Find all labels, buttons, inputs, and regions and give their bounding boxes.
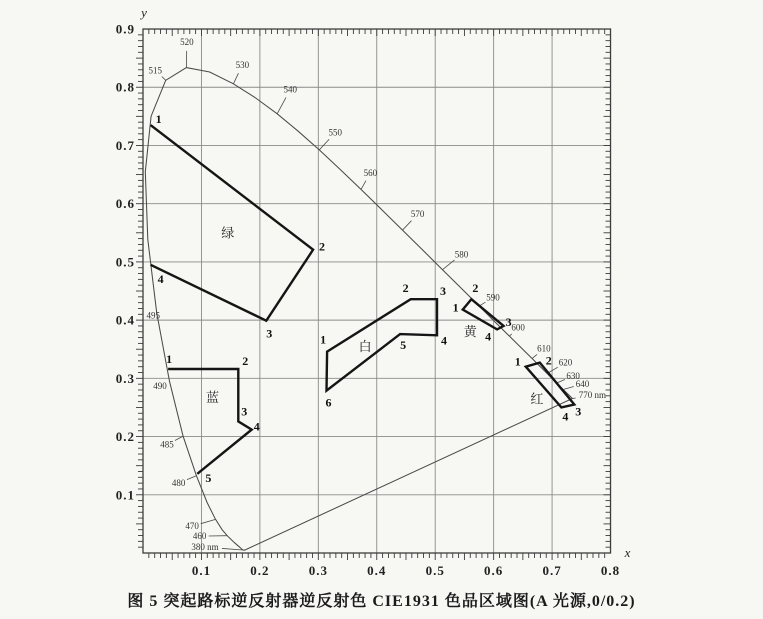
y-tick-label: 0.9: [115, 21, 135, 37]
region-blue-vertex-5: 5: [205, 470, 212, 485]
wavelength-leader-515: [162, 77, 166, 81]
y-tick-label: 0.7: [115, 137, 135, 153]
region-red-vertex-3: 3: [575, 404, 582, 419]
x-axis-title: x: [624, 545, 631, 560]
region-red-vertex-2: 2: [545, 353, 552, 368]
wavelength-leader-470: [201, 519, 216, 523]
wavelength-label-540: 540: [283, 84, 298, 95]
region-white-vertex-6: 6: [325, 395, 332, 410]
wavelength-label-630: 630: [566, 371, 580, 382]
wavelength-label-620: 620: [558, 357, 573, 368]
wavelength-label-380nm: 380 nm: [191, 542, 219, 553]
region-green-outline: [151, 125, 314, 321]
wavelength-label-580: 580: [454, 249, 469, 260]
wavelength-label-590: 590: [486, 292, 500, 303]
y-tick-label: 0.8: [115, 79, 135, 95]
wavelength-label-485: 485: [160, 439, 174, 450]
wavelength-label-610: 610: [537, 343, 551, 354]
figure-caption: 图 5 突起路标逆反射器逆反射色 CIE1931 色品区域图(A 光源,0/0.2): [127, 593, 636, 610]
x-tick-label: 0.5: [425, 563, 445, 578]
wavelength-label-490: 490: [153, 380, 167, 391]
region-blue-vertex-4: 4: [253, 419, 260, 434]
region-white-vertex-1: 1: [320, 332, 327, 347]
region-red-vertex-4: 4: [562, 409, 569, 424]
x-tick-label: 0.3: [308, 563, 328, 578]
wavelength-label-515: 515: [148, 65, 163, 76]
wavelength-label-570: 570: [410, 209, 425, 220]
x-tick-label: 0.6: [484, 563, 504, 578]
region-white-vertex-4: 4: [440, 333, 447, 348]
wavelength-label-460: 460: [192, 531, 207, 542]
region-white-outline: [327, 299, 438, 390]
x-tick-label: 0.2: [250, 563, 270, 578]
wavelength-leader-570: [403, 221, 412, 230]
wavelength-leader-580: [443, 260, 455, 270]
region-green-vertex-3: 3: [266, 326, 273, 341]
region-blue-outline: [168, 369, 252, 474]
region-green-vertex-2: 2: [319, 239, 326, 254]
wavelength-label-530: 530: [235, 60, 250, 71]
wavelength-leader-610: [532, 354, 537, 358]
region-green-vertex-1: 1: [155, 112, 162, 127]
x-tick-label: 0.7: [542, 563, 562, 578]
wavelength-label-640: 640: [575, 379, 590, 390]
wavelength-leader-630: [557, 380, 565, 383]
wavelength-label-770nm: 770 nm: [578, 390, 607, 401]
wavelength-label-550: 550: [328, 127, 343, 138]
region-red-vertex-1: 1: [514, 354, 521, 369]
wavelength-leader-600: [509, 334, 511, 336]
y-tick-label: 0.5: [115, 254, 135, 270]
wavelength-leader-640: [563, 387, 574, 390]
region-blue-vertex-2: 2: [242, 354, 249, 369]
region-yellow-vertex-3: 3: [505, 314, 512, 329]
wavelength-label-600: 600: [511, 322, 525, 333]
wavelength-leader-480: [187, 476, 196, 480]
y-tick-label: 0.1: [115, 487, 135, 503]
y-tick-label: 0.2: [115, 429, 135, 445]
wavelength-label-520: 520: [180, 36, 194, 47]
wavelength-leader-540: [277, 97, 286, 113]
x-tick-labels: [192, 563, 620, 578]
x-tick-label: 0.8: [600, 563, 621, 578]
region-yellow-vertex-1: 1: [452, 300, 459, 315]
region-white-vertex-5: 5: [400, 338, 407, 353]
wavelength-label-560: 560: [363, 167, 378, 178]
region-blue-vertex-3: 3: [241, 404, 248, 419]
region-green-name: 绿: [221, 225, 235, 241]
wavelength-leader-530: [233, 73, 238, 84]
region-blue-vertex-1: 1: [166, 352, 173, 367]
wavelength-label-480: 480: [171, 478, 186, 489]
x-tick-label: 0.1: [191, 563, 212, 578]
wavelength-leader-770nm: [572, 398, 575, 399]
y-tick-label: 0.3: [115, 370, 135, 386]
region-yellow-vertex-2: 2: [472, 281, 479, 296]
region-green-vertex-4: 4: [157, 271, 164, 286]
region-blue-name: 蓝: [206, 390, 220, 406]
grid-lines: [143, 29, 611, 553]
y-tick-label: 0.6: [115, 196, 135, 212]
wavelength-leader-560: [361, 181, 366, 190]
region-yellow-vertex-4: 4: [485, 329, 492, 344]
region-white-vertex-2: 2: [402, 281, 409, 296]
region-white-name: 白: [358, 338, 372, 354]
region-white-vertex-3: 3: [439, 284, 446, 299]
y-tick-label: 0.4: [115, 312, 135, 328]
wavelength-label-495: 495: [146, 310, 161, 321]
y-tick-labels: [116, 22, 135, 503]
wavelength-labels: [147, 37, 607, 552]
x-tick-label: 0.4: [367, 563, 387, 578]
wavelength-leader-550: [319, 139, 329, 150]
region-red-name: 红: [530, 391, 544, 407]
wavelength-label-470: 470: [185, 521, 199, 532]
y-axis-title: y: [141, 5, 147, 21]
region-yellow-name: 黄: [463, 323, 477, 339]
